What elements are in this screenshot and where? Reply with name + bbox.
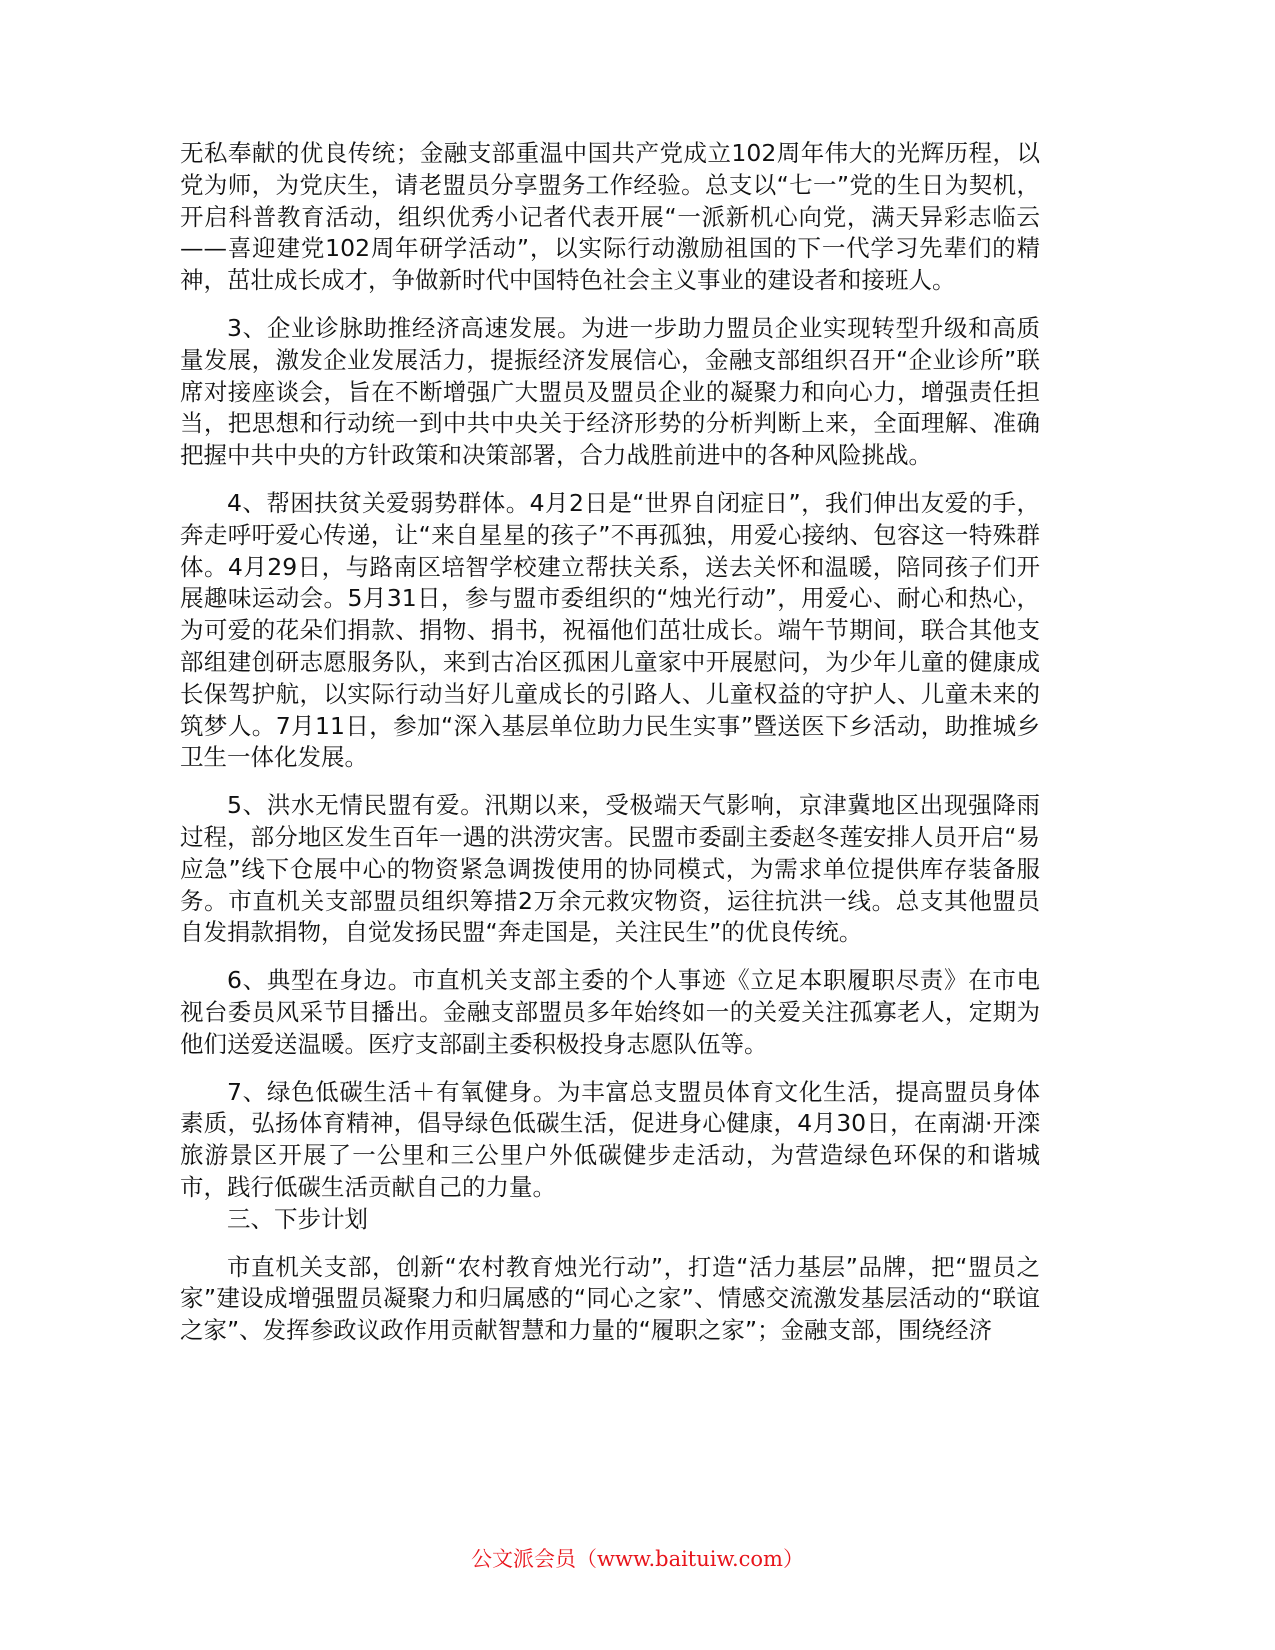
footer-watermark-link[interactable]: 公文派会员（www.baituiw.com） <box>471 1547 804 1571</box>
section-heading-next-steps: 三、下步计划 <box>227 1204 368 1233</box>
paragraph-next-steps: 市直机关支部，创新“农村教育烛光行动”，打造“活力基层”品牌，把“盟员之家”建设成增强盟员凝聚力和归属感的“同心之家”、情感交流激发基层活动的“联谊之家”、发挥参政议政作用贡献智慧和力量的“履职之家”；金融支部，围绕经济 <box>180 1252 1040 1345</box>
document-body <box>180 138 1040 1347</box>
paragraph-item-4: 4、帮困扶贫关爱弱势群体。4月2日是“世界自闭症日”，我们伸出友爱的手，奔走呼吁爱心传递，让“来自星星的孩子”不再孤独，用爱心接纳、包容这一特殊群体。4月29日，与路南区培智学校建立帮扶关系，送去关怀和温暖，陪同孩子们开展趣味运动会。5月31日，参与盟市委组织的“烛光行动”，用爱心、耐心和热心，为可爱的花朵们捐款、捐物、捐书，祝福他们茁壮成长。端午节期间，联合其他支部组建创研志愿服务队，来到古冶区孤困儿童家中开展慰问，为少年儿童的健康成长保驾护航，以实际行动当好儿童成长的引路人、儿童权益的守护人、儿童未来的筑梦人。7月11日，参加“深入基层单位助力民生实事”暨送医下乡活动，助推城乡卫生一体化发展。 <box>180 488 1040 772</box>
paragraph-item-5: 5、洪水无情民盟有爱。汛期以来，受极端天气影响，京津冀地区出现强降雨过程，部分地区发生百年一遇的洪涝灾害。民盟市委副主委赵冬莲安排人员开启“易应急”线下仓展中心的物资紧急调拨使用的协同模式，为需求单位提供库存装备服务。市直机关支部盟员组织筹措2万余元救灾物资，运往抗洪一线。总支其他盟员自发捐款捐物，自觉发扬民盟“奔走国是，关注民生”的优良传统。 <box>180 791 1040 947</box>
paragraph-continuation: 无私奉献的优良传统；金融支部重温中国共产党成立102周年伟大的光辉历程，以党为师，为党庆生，请老盟员分享盟务工作经验。总支以“七一”党的生日为契机，开启科普教育活动，组织优秀小记者代表开展“一派新机心向党，满天异彩志临云——喜迎建党102周年研学活动”，以实际行动激励祖国的下一代学习先辈们的精神，茁壮成长成才，争做新时代中国特色社会主义事业的建设者和接班人。 <box>180 139 1040 295</box>
paragraph-item-7: 7、绿色低碳生活＋有氧健身。为丰富总支盟员体育文化生活，提高盟员身体素质，弘扬体育精神，倡导绿色低碳生活，促进身心健康，4月30日，在南湖·开滦旅游景区开展了一公里和三公里户外低碳健步走活动，为营造绿色环保的和谐城市，践行低碳生活贡献自己的力量。 <box>180 1077 1040 1201</box>
paragraph-item-6: 6、典型在身边。市直机关支部主委的个人事迹《立足本职履职尽责》在市电视台委员风采节目播出。金融支部盟员多年始终如一的关爱关注孤寡老人，定期为他们送爱送温暖。医疗支部副主委积极投身志愿队伍等。 <box>180 966 1040 1058</box>
paragraph-item-3: 3、企业诊脉助推经济高速发展。为进一步助力盟员企业实现转型升级和高质量发展，激发企业发展活力，提振经济发展信心，金融支部组织召开“企业诊所”联席对接座谈会，旨在不断增强广大盟员及盟员企业的凝聚力和向心力，增强责任担当，把思想和行动统一到中共中央关于经济形势的分析判断上来，全面理解、准确把握中共中央的方针政策和决策部署，合力战胜前进中的各种风险挑战。 <box>180 313 1040 470</box>
